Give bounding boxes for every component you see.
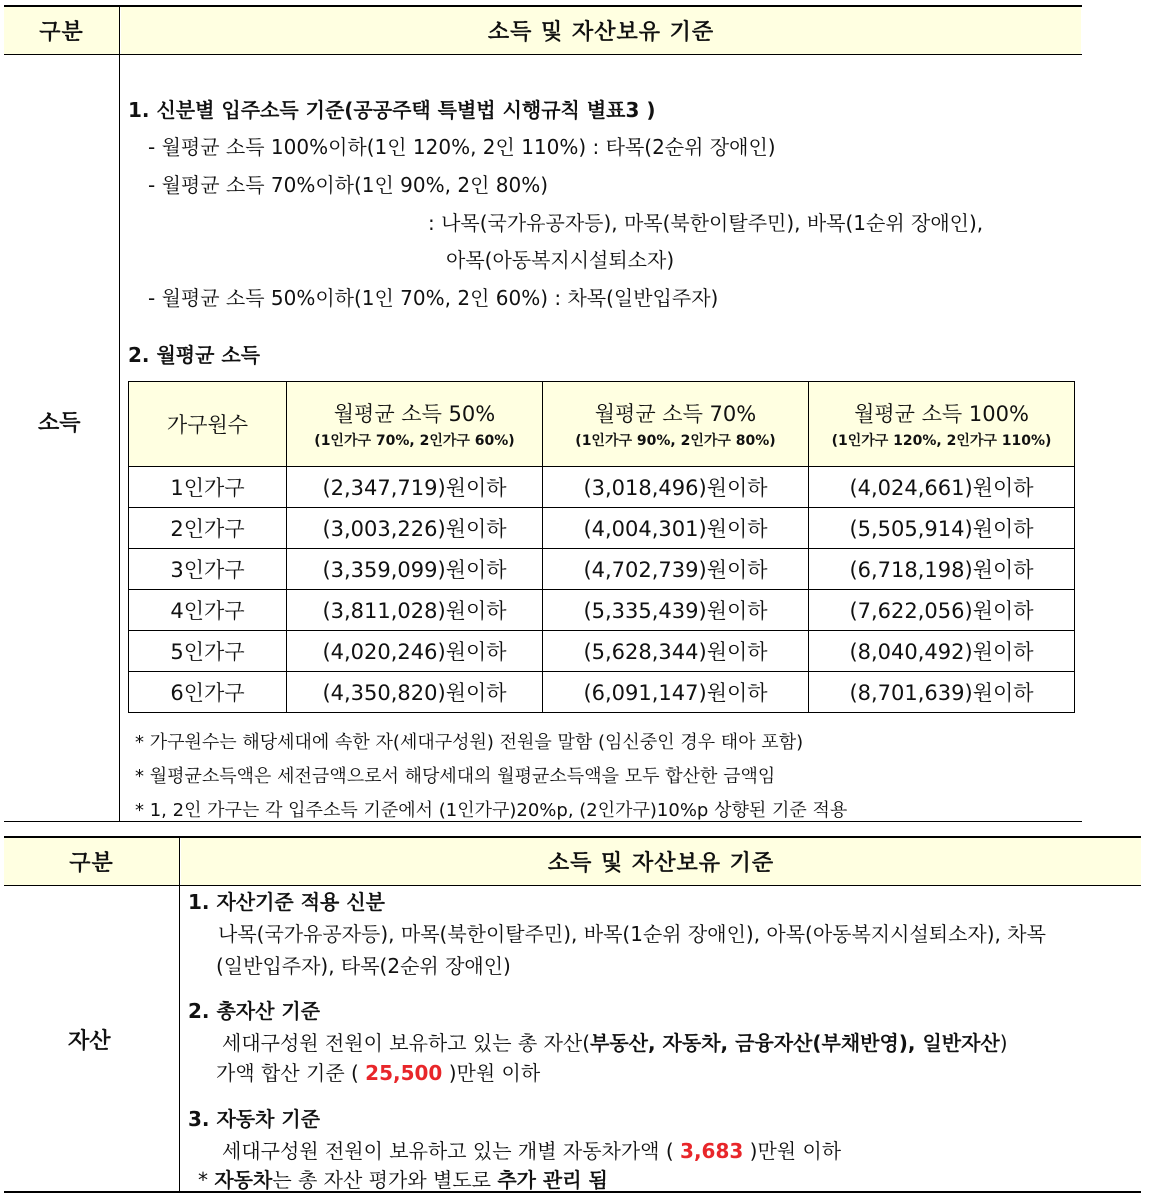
footnote: * 월평균소득액은 세전금액으로서 해당세대의 월평균소득액을 모두 합산한 금액임 <box>135 766 776 787</box>
total-assets-line: 세대구성원 전원이 보유하고 있는 총 자산(부동산, 자동차, 금융자산(부채반영), 일반자산) <box>222 1031 1008 1055</box>
table-cell: (7,622,056)원이하 <box>809 590 1075 631</box>
table-cell: (5,628,344)원이하 <box>543 631 809 672</box>
vehicle-line: 세대구성원 전원이 보유하고 있는 개별 자동차가액 ( 3,683 )만원 이하 <box>222 1139 842 1163</box>
table-row <box>129 467 1075 508</box>
total-assets-line: 가액 합산 기준 ( 25,500 )만원 이하 <box>216 1061 541 1085</box>
table-cell: (3,018,496)원이하 <box>543 467 809 508</box>
table2-header-criteria: 소득 및 자산보유 기준 <box>181 838 1141 885</box>
table-header-row <box>129 382 1075 467</box>
table-cell: 5인가구 <box>129 631 287 672</box>
income-criteria-detail: 아목(아동복지시설퇴소자) <box>446 248 675 272</box>
table-cell: (4,024,661)원이하 <box>809 467 1075 508</box>
table-row <box>129 672 1075 713</box>
row-label-income: 소득 <box>38 411 81 436</box>
table2-header-category: 구분 <box>4 838 179 885</box>
table-cell: (6,091,147)원이하 <box>543 672 809 713</box>
section-title-vehicle: 3. 자동차 기준 <box>188 1107 321 1131</box>
table-cell: (4,004,301)원이하 <box>543 508 809 549</box>
table-cell: (5,335,439)원이하 <box>543 590 809 631</box>
column-header-100: 월평균 소득 100% (1인가구 120%, 2인가구 110%) <box>809 382 1075 467</box>
table-cell: 3인가구 <box>129 549 287 590</box>
table1-header-criteria: 소득 및 자산보유 기준 <box>121 7 1081 54</box>
section-title-asset-applicable: 1. 자산기준 적용 신분 <box>188 890 385 914</box>
monthly-income-table <box>128 381 1075 713</box>
table-cell: (8,040,492)원이하 <box>809 631 1075 672</box>
section-title-total-assets: 2. 총자산 기준 <box>188 999 321 1023</box>
table-cell: (6,718,198)원이하 <box>809 549 1075 590</box>
table-row <box>129 508 1075 549</box>
table-cell: (3,359,099)원이하 <box>287 549 543 590</box>
section-title-monthly-income: 2. 월평균 소득 <box>128 343 261 367</box>
table-row <box>129 590 1075 631</box>
footnote: * 가구원수는 해당세대에 속한 자(세대구성원) 전원을 말함 (임신중인 경우 태아 포함) <box>135 732 804 753</box>
table-cell: 6인가구 <box>129 672 287 713</box>
table-cell: 2인가구 <box>129 508 287 549</box>
table-cell: (4,350,820)원이하 <box>287 672 543 713</box>
table-row <box>129 549 1075 590</box>
table-cell: (4,702,739)원이하 <box>543 549 809 590</box>
table-row <box>129 631 1075 672</box>
table-cell: (3,003,226)원이하 <box>287 508 543 549</box>
asset-applicable-line: (일반입주자), 타목(2순위 장애인) <box>216 954 511 978</box>
table-cell: (8,701,639)원이하 <box>809 672 1075 713</box>
table-cell: (5,505,914)원이하 <box>809 508 1075 549</box>
income-criteria-line: - 월평균 소득 100%이하(1인 120%, 2인 110%) : 타목(2순위 장애인) <box>148 135 776 159</box>
row-label-assets: 자산 <box>68 1029 111 1054</box>
vehicle-note: * 자동차는 총 자산 평가와 별도로 추가 관리 됨 <box>198 1168 608 1192</box>
table1-header-category: 구분 <box>4 7 119 54</box>
column-header-70: 월평균 소득 70% (1인가구 90%, 2인가구 80%) <box>543 382 809 467</box>
table-cell: 4인가구 <box>129 590 287 631</box>
asset-applicable-line: 나목(국가유공자등), 마목(북한이탈주민), 바목(1순위 장애인), 아목(아동복지시설퇴소자), 차목 <box>218 922 1046 946</box>
income-criteria-line: - 월평균 소득 70%이하(1인 90%, 2인 80%) <box>148 173 549 197</box>
column-header-50: 월평균 소득 50% (1인가구 70%, 2인가구 60%) <box>287 382 543 467</box>
table-cell: 1인가구 <box>129 467 287 508</box>
table-cell: (3,811,028)원이하 <box>287 590 543 631</box>
table-cell: (2,347,719)원이하 <box>287 467 543 508</box>
vehicle-amount: 3,683 <box>680 1139 744 1163</box>
footnote: * 1, 2인 가구는 각 입주소득 기준에서 (1인가구)20%p, (2인가구)10%p 상향된 기준 적용 <box>135 800 848 821</box>
income-criteria-detail: : 나목(국가유공자등), 마목(북한이탈주민), 바목(1순위 장애인), <box>428 211 984 235</box>
table-cell: (4,020,246)원이하 <box>287 631 543 672</box>
column-header-household: 가구원수 <box>129 382 287 467</box>
total-assets-amount: 25,500 <box>365 1061 443 1085</box>
section-title-income-criteria: 1. 신분별 입주소득 기준(공공주택 특별법 시행규칙 별표3 ) <box>128 98 656 122</box>
income-criteria-line: - 월평균 소득 50%이하(1인 70%, 2인 60%) : 차목(일반입주자) <box>148 286 719 310</box>
